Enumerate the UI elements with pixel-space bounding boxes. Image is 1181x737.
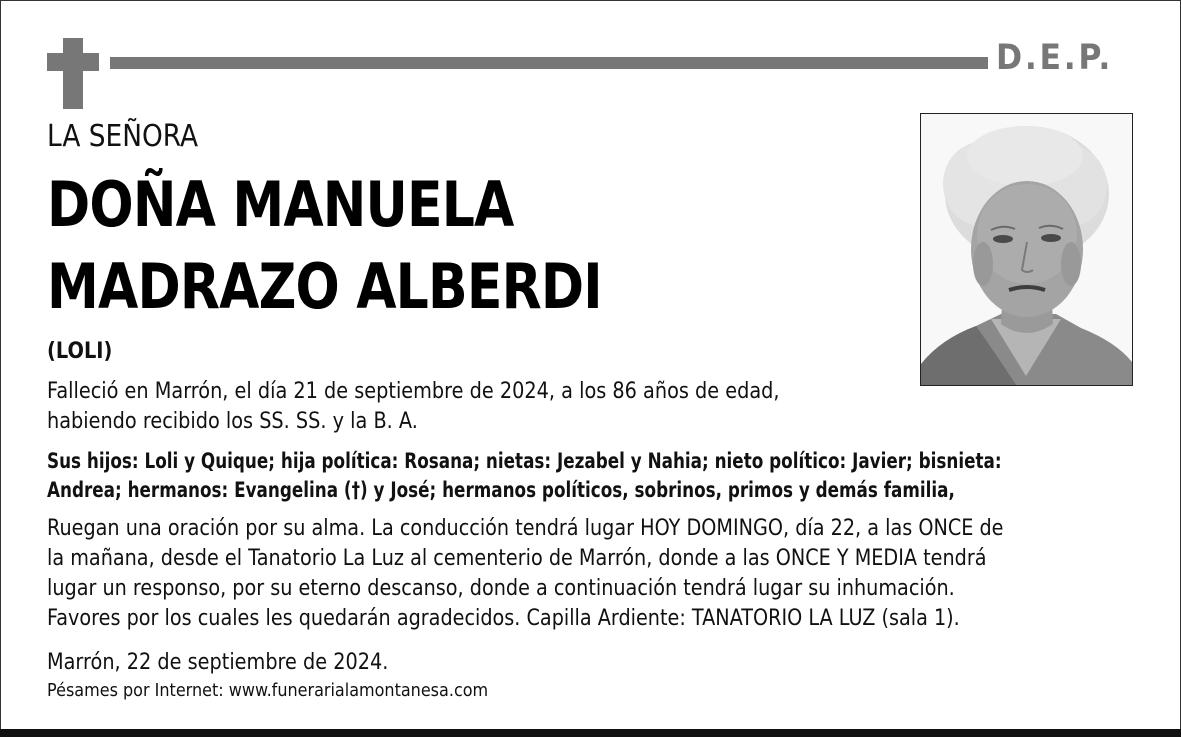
title-overline: LA SEÑORA: [47, 119, 199, 154]
condolences-line: Pésames por Internet: www.funerarialamontanesa.com: [47, 680, 489, 701]
service-line: Favores por los cuales les quedarán agradecidos. Capilla Ardiente: TANATORIO LA LUZ (sala 1).: [47, 606, 960, 631]
service-line: la mañana, desde el Tanatorio La Luz al cementerio de Marrón, donde a las ONCE Y MEDIA tendrá: [47, 546, 987, 571]
dep-label: D.E.P.: [996, 38, 1114, 78]
family-paragraph: [47, 447, 1002, 505]
service-line: lugar un responso, por su eterno descanso, donde a continuación tendrá lugar su inhumación.: [47, 576, 955, 601]
footer-rule: [0, 729, 1181, 737]
family-line: Sus hijos: Loli y Quique; hija política: Rosana; nietas: Jezabel y Nahia; nieto político: Javier; bisnieta:: [47, 449, 1002, 473]
service-line: Ruegan una oración por su alma. La conducción tendrá lugar HOY DOMINGO, día 22, a las ONCE de: [47, 516, 1004, 541]
place-date: Marrón, 22 de septiembre de 2024.: [47, 650, 389, 675]
cross-vertical-bar: [63, 38, 83, 109]
death-line: habiendo recibido los SS. SS. y la B. A.: [47, 409, 418, 434]
death-paragraph: [47, 377, 780, 437]
deceased-name-line2: MADRAZO ALBERDI: [47, 250, 602, 323]
portrait-illustration: [921, 114, 1132, 385]
death-line: Falleció en Marrón, el día 21 de septiembre de 2024, a los 86 años de edad,: [47, 379, 780, 404]
cross-horizontal-bar: [47, 53, 99, 71]
portrait-photo: [920, 113, 1133, 386]
service-paragraph: [47, 514, 1003, 634]
deceased-name-line1: DOÑA MANUELA: [47, 168, 514, 241]
header-rule: [110, 57, 988, 69]
family-line: Andrea; hermanos: Evangelina (†) y José; hermanos políticos, sobrinos, primos y demás familia,: [47, 478, 955, 502]
nickname: (LOLI): [47, 339, 113, 364]
